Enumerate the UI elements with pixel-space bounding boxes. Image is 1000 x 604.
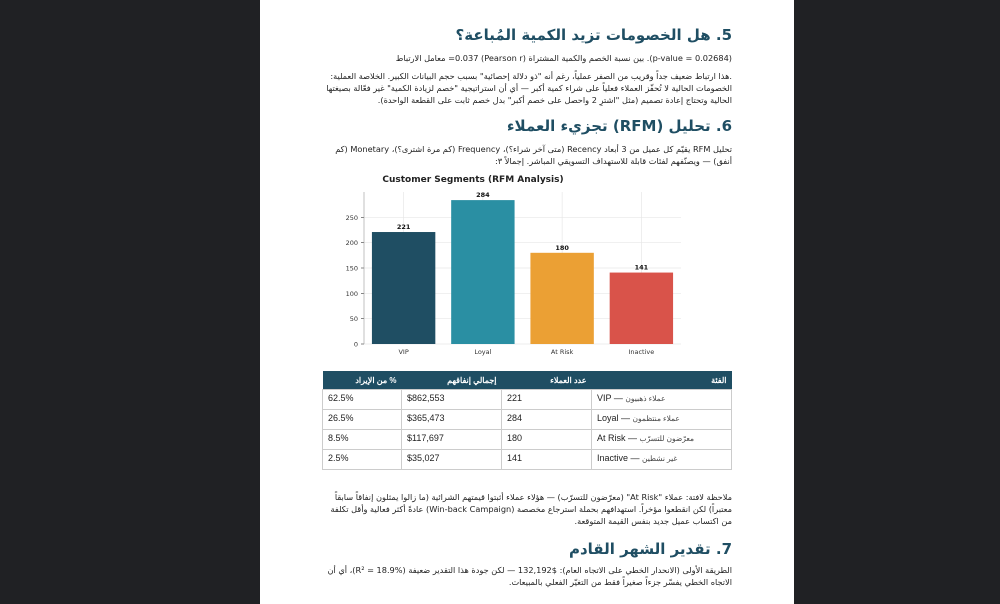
y-tick-label: 250 bbox=[345, 213, 358, 222]
x-tick-label: At Risk bbox=[550, 348, 574, 356]
count-cell: 284 bbox=[502, 410, 592, 430]
bar-value-label: 221 bbox=[396, 223, 411, 232]
y-tick-label: 0 bbox=[353, 340, 358, 349]
rfm-table bbox=[322, 371, 732, 470]
segment-ar: معرّضون للتسرّب bbox=[639, 434, 695, 443]
document-page bbox=[260, 0, 794, 604]
section-6-paragraph: تحليل RFM يقيّم كل عميل من 3 أبعاد Recency (متى آخر شراء؟)، Frequency (كم مرة اشترى؟)، Monetary (كم أنفق) — ويصنّفهم لفئات قابلة للاستهداف التسويقي المباشر. إجمالاً ٣: bbox=[335, 144, 732, 166]
at-risk-note: ملاحظة لافتة: عملاء "At Risk" (معرّضون للتسرّب) — هؤلاء عملاء أثبتوا قيمتهم الشرائية (ما زالوا يمثلون إنفاقاً سابقاً معتبراً) لكن انقطعوا مؤخراً. استهدافهم بحملة استرجاع مخصصة (Win-back Campaign) عادةً أكثر فعالية وأقل تكلفة من اكتساب عميل جديد بنفس القيمة المتوقعة. bbox=[330, 492, 732, 526]
bar-value-label: 180 bbox=[555, 243, 569, 252]
segment-ar: عملاء منتظمون bbox=[632, 414, 680, 423]
bar-vip bbox=[372, 232, 435, 344]
col-header-segment: الفئة bbox=[592, 371, 732, 390]
segment-cell bbox=[592, 390, 732, 410]
section-5-heading: 5. هل الخصومات تزيد الكمية المُباعة؟ bbox=[455, 26, 732, 44]
share-cell: 8.5% bbox=[323, 430, 402, 450]
section-7-paragraph: الطريقة الأولى (الانحدار الخطي على الاتجاه العام): $132,192 — لكن جودة هذا التقدير ضعيفة (R² = 18.9%)، أي أن الاتجاه الخطي يفسّر جزءاً صغيراً فقط من التغيّر الفعلي بالمبيعات. bbox=[327, 565, 732, 587]
table-header-row bbox=[323, 371, 732, 390]
segment-en: Inactive — bbox=[597, 453, 640, 463]
segment-cell bbox=[592, 430, 732, 450]
table-row bbox=[323, 410, 732, 430]
x-tick-label: Loyal bbox=[474, 348, 492, 356]
segment-cell bbox=[592, 410, 732, 430]
y-tick-label: 200 bbox=[345, 239, 358, 248]
table-row bbox=[323, 390, 732, 410]
bar-at-risk bbox=[530, 253, 593, 344]
col-header-spend: إجمالي إنفاقهم bbox=[402, 371, 502, 390]
chart-bars bbox=[372, 191, 673, 344]
spend-cell: $35,027 bbox=[402, 450, 502, 470]
share-cell: 62.5% bbox=[323, 390, 402, 410]
segment-en: VIP — bbox=[597, 393, 623, 403]
x-tick-label: VIP bbox=[398, 348, 409, 356]
rfm-bar-chart bbox=[326, 172, 686, 362]
share-cell: 2.5% bbox=[323, 450, 402, 470]
bar-value-label: 284 bbox=[476, 191, 490, 200]
section-7-heading: 7. تقدير الشهر القادم bbox=[568, 540, 732, 558]
x-tick-label: Inactive bbox=[628, 348, 655, 356]
segment-ar: غير نشطين bbox=[642, 454, 678, 463]
share-cell: 26.5% bbox=[323, 410, 402, 430]
section-5-paragraph: .هذا ارتباط ضعيف جداً وقريب من الصفر عملياً، رغم أنه "ذو دلالة إحصائية" بسبب حجم البيانات الكبير. الخلاصة العملية: الخصومات الحالية لا تُحفّز العملاء فعلياً على شراء كمية أكبر — أي أن استراتيجية "خصم لزيادة الكمية" غير فعّالة بصيغتها الحالية وتحتاج إعادة تصميم (مثل "اشترِ 2 واحصل على خصم أكبر" بدل خصم ثابت على القطعة الواحدة). bbox=[326, 71, 732, 105]
bar-inactive bbox=[610, 273, 673, 344]
spend-cell: $862,553 bbox=[402, 390, 502, 410]
spend-cell: $117,697 bbox=[402, 430, 502, 450]
count-cell: 221 bbox=[502, 390, 592, 410]
segment-en: At Risk — bbox=[597, 433, 638, 443]
spend-cell: $365,473 bbox=[402, 410, 502, 430]
col-header-count: عدد العملاء bbox=[502, 371, 592, 390]
bar-loyal bbox=[451, 200, 514, 344]
section-6-heading: 6. تحليل (RFM) تجزيء العملاء bbox=[506, 117, 732, 135]
table-row bbox=[323, 430, 732, 450]
chart-title: Customer Segments (RFM Analysis) bbox=[382, 175, 564, 185]
section-5-line: (p-value = 0.02684). بين نسبة الخصم والكمية المشتراة (Pearson r) 0.037= معامل الارتباط bbox=[395, 53, 732, 63]
y-tick-label: 150 bbox=[345, 264, 358, 273]
table-row bbox=[323, 450, 732, 470]
count-cell: 141 bbox=[502, 450, 592, 470]
segment-en: Loyal — bbox=[597, 413, 631, 423]
bar-value-label: 141 bbox=[634, 263, 649, 272]
segment-ar: عملاء ذهبيون bbox=[625, 394, 666, 403]
segment-cell bbox=[592, 450, 732, 470]
count-cell: 180 bbox=[502, 430, 592, 450]
y-tick-label: 50 bbox=[349, 315, 358, 324]
y-tick-label: 100 bbox=[345, 289, 358, 298]
col-header-share: % من الإيراد bbox=[323, 371, 402, 390]
